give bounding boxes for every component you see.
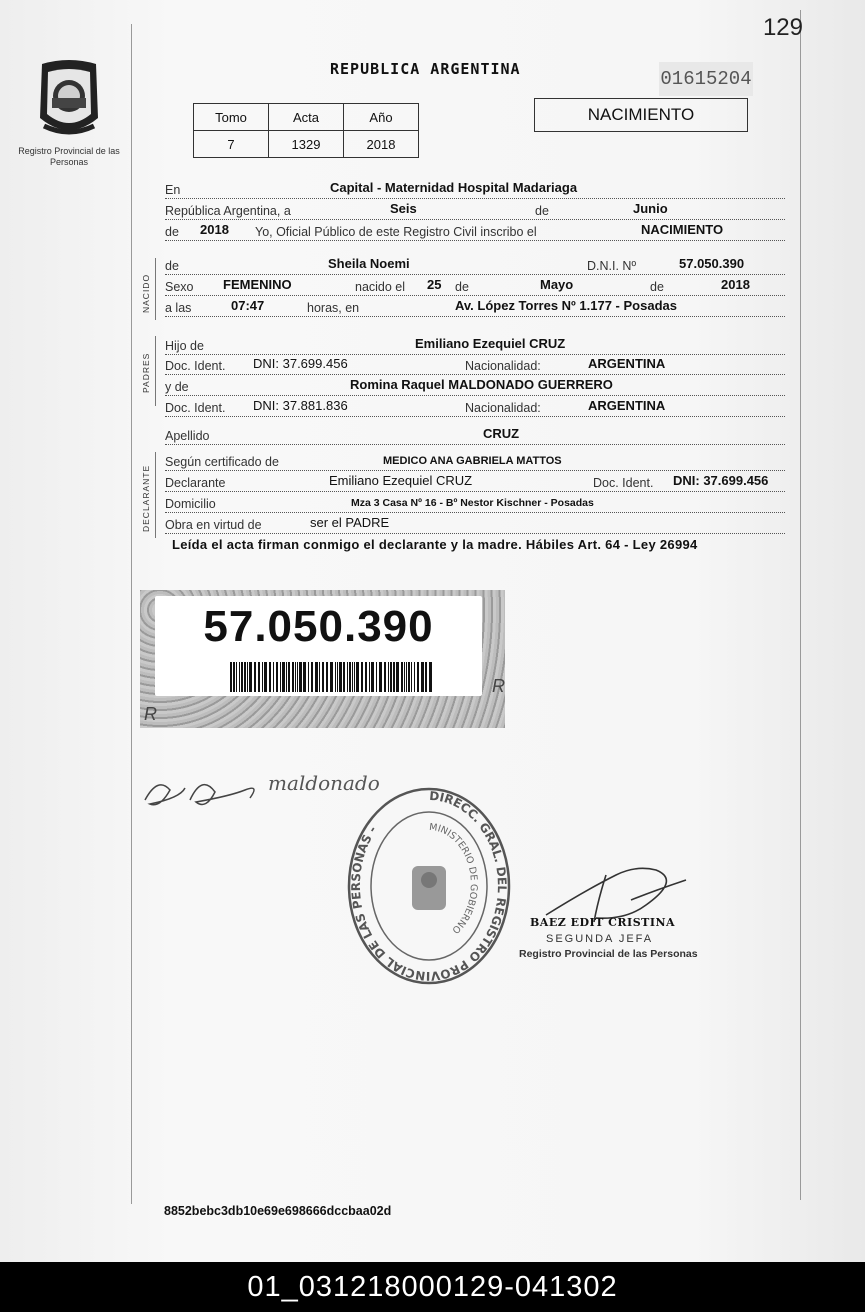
nacido-el-label: nacido el <box>355 280 406 294</box>
province-seal-logo <box>34 58 104 142</box>
father-doc-value: DNI: 37.699.456 <box>253 356 348 371</box>
horas-label: horas, en <box>307 301 360 315</box>
row-declarant <box>165 471 785 492</box>
row-mother <box>165 375 785 396</box>
signatory-name: BAEZ EDIT CRISTINA <box>530 916 676 929</box>
document-title: REPUBLICA ARGENTINA <box>330 60 521 78</box>
birth-month-value: Mayo <box>540 277 574 292</box>
year-value: 2018 <box>200 222 229 237</box>
declarante-label: Declarante <box>165 476 226 490</box>
child-name-value: Sheila Noemi <box>328 256 410 271</box>
apellido-label: Apellido <box>165 429 210 443</box>
logo-caption: Registro Provincial de las Personas <box>18 146 120 167</box>
cert-label: Según certificado de <box>165 455 279 469</box>
domicilio-label: Domicilio <box>165 497 216 511</box>
address-value: Mza 3 Casa Nº 16 - Bº Nestor Kischner - Posadas <box>351 497 594 509</box>
birth-de2-label: de <box>650 280 664 294</box>
birth-day-value: 25 <box>427 277 442 292</box>
row-date <box>165 199 785 220</box>
barcode-label <box>155 596 482 696</box>
row-time-place <box>165 296 785 317</box>
alas-label: a las <box>165 301 192 315</box>
sexo-label: Sexo <box>165 280 194 294</box>
declarante-bracket <box>155 452 156 538</box>
place-value: Capital - Maternidad Hospital Madariaga <box>330 180 578 195</box>
record-table <box>193 103 419 158</box>
padres-bracket <box>155 336 156 406</box>
serial-number: 01615204 <box>659 62 753 96</box>
acta-header: Acta <box>269 104 344 131</box>
mother-nat-value: ARGENTINA <box>588 398 666 413</box>
security-pattern-r: R <box>492 676 505 696</box>
republica-label: República Argentina, a <box>165 204 291 218</box>
barcode-icon <box>230 662 435 692</box>
hijo-de-label: Hijo de <box>165 339 204 353</box>
declarant-doc-value: DNI: 37.699.456 <box>673 473 769 488</box>
stamp-inner-text: MINISTERIO DE GOBIERNO <box>428 821 480 936</box>
footer-file-code: 01_031218000129-041302 <box>0 1262 865 1312</box>
row-father <box>165 334 785 355</box>
row-inscription <box>165 220 785 241</box>
birth-de-label: de <box>455 280 469 294</box>
inscribo-label: Yo, Oficial Público de este Registro Civil inscribo el <box>255 225 537 239</box>
security-pattern-r: R <box>144 704 157 724</box>
birth-place-value: Av. López Torres Nº 1.177 - Posadas <box>455 298 677 313</box>
page-number: 129 <box>762 14 803 41</box>
father-nat-label: Nacionalidad: <box>465 359 541 373</box>
padres-section-label: PADRES <box>141 352 151 393</box>
signatory-office: Registro Provincial de las Personas <box>519 948 698 960</box>
document-hash: 8852bebc3db10e69e698666dccbaa02d <box>164 1204 392 1218</box>
father-nat-value: ARGENTINA <box>588 356 666 371</box>
signature-text: maldonado <box>268 771 380 795</box>
cert-value: MEDICO ANA GABRIELA MATTOS <box>383 455 562 467</box>
document-type-box: NACIMIENTO <box>534 98 748 132</box>
mother-nat-label: Nacionalidad: <box>465 401 541 415</box>
birth-year-value: 2018 <box>721 277 750 292</box>
day-value: Seis <box>390 201 417 216</box>
declarant-doc-label: Doc. Ident. <box>593 476 654 490</box>
left-margin-line <box>131 24 132 1204</box>
mother-doc-value: DNI: 37.881.836 <box>253 398 348 413</box>
en-label: En <box>165 183 181 197</box>
mother-doc-label: Doc. Ident. <box>165 401 226 415</box>
obra-label: Obra en virtud de <box>165 518 262 532</box>
dni-value: 57.050.390 <box>679 256 745 271</box>
obra-value: ser el PADRE <box>310 515 390 530</box>
surname-value: CRUZ <box>483 426 520 441</box>
row-name <box>165 254 785 275</box>
row-obra <box>165 513 785 534</box>
father-name-value: Emiliano Ezequiel CRUZ <box>415 336 566 351</box>
month-value: Junio <box>633 201 668 216</box>
dni-barcode-panel <box>140 590 505 728</box>
de-label: de <box>535 204 549 218</box>
time-value: 07:47 <box>231 298 265 313</box>
official-stamp <box>346 786 512 986</box>
anio-value: 2018 <box>344 131 419 158</box>
row-certificate <box>165 450 785 471</box>
act-type-value: NACIMIENTO <box>641 222 724 237</box>
tomo-header: Tomo <box>194 104 269 131</box>
row-place <box>165 178 785 199</box>
y-de-label: y de <box>165 380 189 394</box>
nacido-bracket <box>155 258 156 320</box>
father-doc-label: Doc. Ident. <box>165 359 226 373</box>
nacido-de-label: de <box>165 259 179 273</box>
row-surname <box>165 424 785 445</box>
row-mother-doc <box>165 396 785 417</box>
stamp-outer-text: DIRECC. GRAL. DEL REGISTRO PROVINCIAL DE LAS PERSONAS - <box>348 788 510 984</box>
mother-name-value: Romina Raquel MALDONADO GUERRERO <box>350 377 613 392</box>
row-sex-birth <box>165 275 785 296</box>
acta-value: 1329 <box>269 131 344 158</box>
closing-statement: Leída el acta firman conmigo el declarante y la madre. Hábiles Art. 64 - Ley 26994 <box>172 537 698 552</box>
de2-label: de <box>165 225 179 239</box>
tomo-value: 7 <box>194 131 269 158</box>
row-father-doc <box>165 354 785 375</box>
sexo-value: FEMENINO <box>223 277 292 292</box>
signatory-role: SEGUNDA JEFA <box>546 933 654 945</box>
right-margin-line <box>800 10 801 1200</box>
nacido-section-label: NACIDO <box>141 273 151 313</box>
declarant-name-value: Emiliano Ezequiel CRUZ <box>329 473 473 488</box>
row-address <box>165 492 785 513</box>
declarante-section-label: DECLARANTE <box>141 464 151 532</box>
barcode-number: 57.050.390 <box>203 602 434 651</box>
dni-label: D.N.I. Nº <box>587 259 637 273</box>
anio-header: Año <box>344 104 419 131</box>
